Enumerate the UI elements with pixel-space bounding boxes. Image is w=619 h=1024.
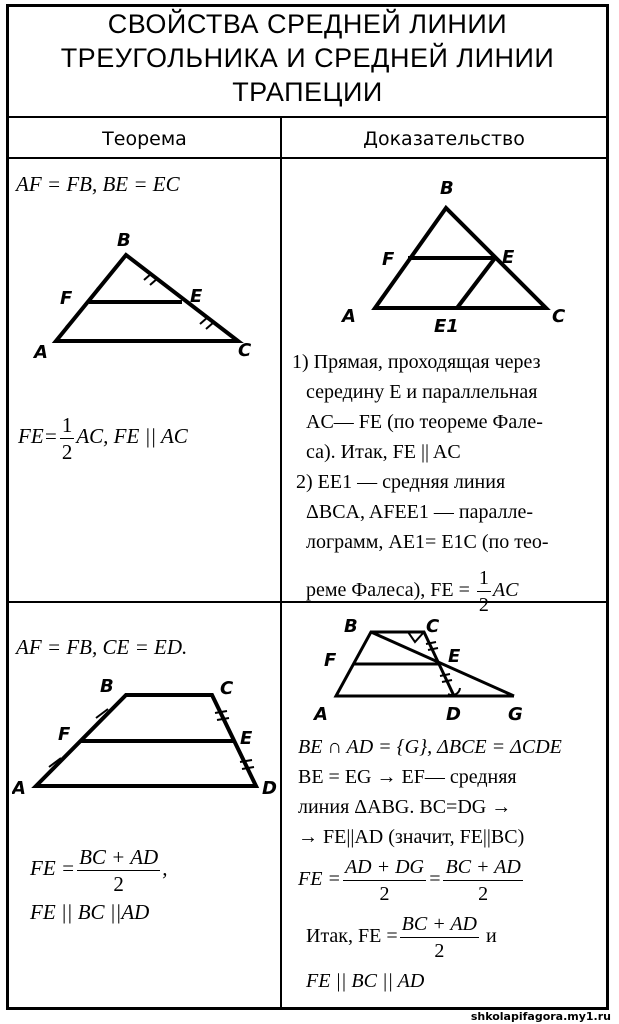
proof-label-e: E — [448, 646, 461, 667]
itak-den: 2 — [434, 940, 445, 962]
column-header-proof: Доказательство — [363, 128, 525, 150]
triangle-proof-figure — [330, 170, 580, 345]
label-e: E — [190, 286, 203, 307]
proof-label-f: F — [324, 650, 337, 671]
column-header-theorem: Теорема — [102, 128, 187, 150]
title-line-1: СВОЙСТВА СРЕДНЕЙ ЛИНИИ — [107, 9, 508, 39]
proof-last-rhs: AC — [492, 579, 519, 602]
trapezoid-proof-text — [298, 732, 604, 996]
proof-line: → FE||AD (значит, FE||BC) — [298, 826, 525, 848]
sum-eq: = — [427, 868, 442, 891]
proof-line: BE ∩ AD = {G}, ΔBCE = ΔCDE — [298, 736, 562, 758]
proof-line: 1) Прямая, проходящая через — [292, 351, 541, 373]
sum-den1: 2 — [379, 883, 390, 905]
label-c: C — [220, 678, 234, 699]
label-d: D — [262, 778, 277, 799]
proof-label-c: C — [426, 616, 440, 637]
proof-label-e: E — [502, 247, 515, 268]
itak-and: и — [486, 925, 497, 948]
sum-num2: BC + AD — [443, 854, 522, 881]
proof-line: ΔBCA, AFEE1 — паралле- — [306, 501, 534, 523]
trapezoid-figure — [12, 678, 278, 803]
proof-last: реме Фалеса), FE = — [306, 579, 475, 602]
result-rhs: AC, FE || AC — [76, 424, 188, 448]
proof-line: BE = EG → EF— средняя — [298, 766, 517, 788]
triangle-result — [18, 406, 188, 466]
triangle-figure — [20, 228, 270, 368]
label-b: B — [100, 678, 114, 697]
frac-den: 2 — [478, 594, 489, 616]
result-lhs: FE= — [18, 424, 58, 448]
divider — [6, 116, 609, 118]
formula-num: BC + AD — [79, 844, 159, 869]
final-statement: FE || BC || AD — [306, 970, 425, 992]
itak-num: BC + AD — [400, 911, 479, 938]
proof-label-f: F — [382, 249, 395, 270]
proof-label-a: A — [314, 704, 328, 725]
title-line-2: ТРЕУГОЛЬНИКА И СРЕДНЕЙ ЛИНИИ — [60, 43, 555, 73]
sum-num1: AD + DG — [343, 854, 426, 881]
proof-label-d: D — [446, 704, 461, 725]
formula-lhs: FE = — [30, 856, 76, 880]
itak-label: Итак, FE = — [306, 925, 398, 948]
label-f: F — [60, 288, 73, 309]
label-e: E — [240, 728, 253, 749]
proof-label-e1: E1 — [434, 316, 459, 337]
column-divider — [280, 116, 282, 1010]
formula-tail: , — [162, 856, 168, 880]
triangle-shape — [56, 255, 238, 341]
watermark: shkolapifagora.my1.ru — [470, 1010, 611, 1023]
trapezoid-proof-figure — [312, 614, 542, 726]
trapezoid-parallel: FE || BC ||AD — [30, 900, 150, 924]
proof-line: линия ΔABG. BC=DG → — [298, 796, 512, 818]
proof-line: середину E и параллельная — [306, 381, 538, 403]
triangle-proof-text — [292, 347, 598, 618]
formula-den: 2 — [113, 871, 124, 896]
label-c: C — [238, 340, 252, 361]
sum-den2: 2 — [478, 883, 489, 905]
proof-label-b: B — [344, 616, 358, 637]
proof-label-a: A — [342, 306, 356, 327]
proof-line: AC— FE (по теореме Фале- — [306, 411, 543, 433]
label-f: F — [58, 724, 71, 745]
proof-label-b: B — [440, 178, 454, 199]
frac-den: 2 — [61, 439, 73, 464]
proof-line: лограмм, AE1= E1C (по тео- — [306, 531, 549, 553]
label-b: B — [117, 230, 131, 251]
page-title — [9, 7, 606, 115]
frac-num: 1 — [477, 565, 491, 592]
frac-num: 1 — [61, 412, 73, 437]
divider — [6, 157, 609, 159]
trapezoid-condition: AF = FB, CE = ED. — [16, 635, 188, 659]
label-a: A — [34, 342, 48, 363]
label-a: A — [12, 778, 26, 799]
trapezoid-formula — [30, 838, 167, 898]
triangle-condition: AF = FB, BE = EC — [16, 172, 180, 196]
proof-line: са). Итак, FE || AC — [306, 441, 461, 463]
proof-label-g: G — [508, 704, 523, 725]
sum-lhs: FE = — [298, 868, 341, 891]
title-line-3: ТРАПЕЦИИ — [232, 77, 383, 107]
proof-label-c: C — [552, 306, 566, 327]
proof-line: 2) EE1 — средняя линия — [296, 471, 506, 493]
